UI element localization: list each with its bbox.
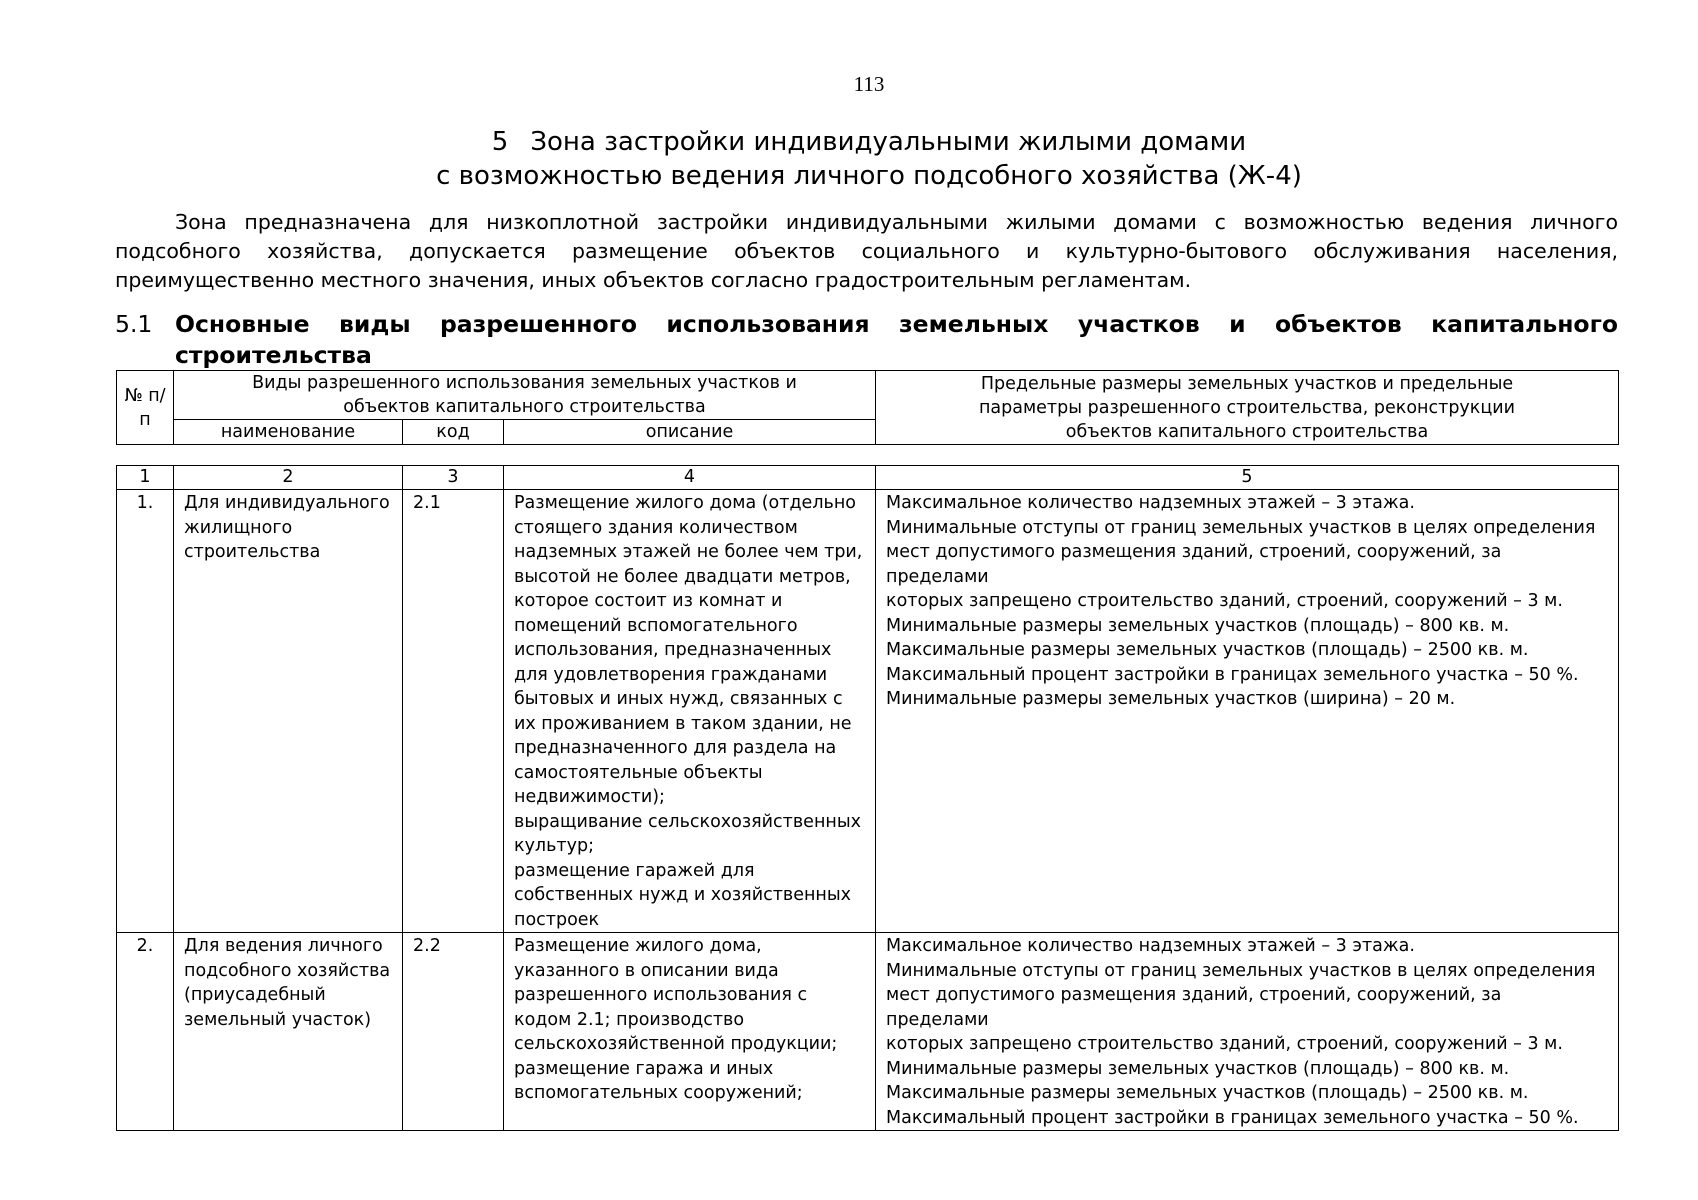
cell-line: строительства bbox=[184, 542, 321, 562]
header-group: Виды разрешенного использования земельных участков и объектов капитального строительства bbox=[174, 371, 876, 420]
cell-line: жилищного bbox=[184, 517, 293, 538]
cell-line: Максимальное количество надземных этажей – 3 этажа. bbox=[886, 936, 1415, 956]
header-num: № п/п bbox=[117, 371, 174, 445]
cell-line: Максимальные размеры земельных участков (площадь) – 2500 кв. м. bbox=[886, 1083, 1529, 1103]
section-title bbox=[0, 125, 1698, 193]
intro-paragraph bbox=[115, 208, 1618, 295]
cell-line: которых запрещено строительство зданий, строений, сооружений – 3 м. bbox=[886, 1034, 1563, 1054]
cell-line: их проживанием в таком здании, не bbox=[514, 713, 852, 734]
cell-line: Максимальный процент застройки в границах земельного участка – 50 %. bbox=[886, 664, 1579, 685]
use-code: 2.1 bbox=[403, 490, 504, 933]
cell-line: Минимальные размеры земельных участков (ширина) – 20 м. bbox=[886, 689, 1456, 709]
cell-line: (приусадебный bbox=[184, 985, 326, 1005]
column-number: 4 bbox=[504, 466, 876, 490]
cell-line: Для индивидуального bbox=[184, 493, 390, 513]
intro-text: Зона предназначена для низкоплотной застройки индивидуальными жилыми домами с возможностью ведения личного подсобного хозяйства, допускается размещение объектов социального и культурно-бытового обслуживания населения, преимущественно местного значения, иных объектов согласно градостроительным регламентам. bbox=[115, 210, 1618, 292]
subsection-title: Основные виды разрешенного использования земельных участков и объектов капитального строительства bbox=[175, 310, 1618, 369]
cell-line: Максимальный процент застройки в границах земельного участка – 50 %. bbox=[886, 1107, 1579, 1128]
cell-line: размещение гаражей для bbox=[514, 860, 755, 881]
cell-line: Размещение жилого дома (отдельно bbox=[514, 493, 856, 513]
cell-line: высотой не более двадцати метров, bbox=[514, 566, 851, 587]
cell-line: Максимальное количество надземных этажей – 3 этажа. bbox=[886, 493, 1415, 513]
cell-line: культур; bbox=[514, 836, 594, 856]
cell-line: которое состоит из комнат и bbox=[514, 591, 783, 611]
header-code: код bbox=[403, 420, 504, 445]
cell-line: собственных нужд и хозяйственных bbox=[514, 885, 852, 905]
cell-line: Размещение жилого дома, bbox=[514, 936, 762, 956]
use-limits bbox=[876, 933, 1619, 1131]
cell-line: надземных этажей не более чем три, bbox=[514, 542, 863, 562]
section-title-line-2: с возможностью ведения личного подсобного хозяйства (Ж-4) bbox=[436, 161, 1302, 191]
column-number: 2 bbox=[174, 466, 403, 490]
page-number: 113 bbox=[853, 72, 885, 96]
subsection-heading bbox=[115, 309, 1618, 371]
column-number: 3 bbox=[403, 466, 504, 490]
column-number: 1 bbox=[117, 466, 174, 490]
table-row bbox=[117, 490, 1619, 933]
use-name bbox=[174, 933, 403, 1131]
use-code: 2.2 bbox=[403, 933, 504, 1131]
cell-line: Минимальные отступы от границ земельных участков в целях определения bbox=[886, 960, 1596, 981]
column-number: 5 bbox=[876, 466, 1619, 490]
cell-line: самостоятельные объекты bbox=[514, 762, 763, 783]
column-number-row bbox=[117, 466, 1619, 490]
cell-line: помещений вспомогательного bbox=[514, 615, 798, 636]
row-number: 1. bbox=[117, 490, 174, 933]
cell-line: вспомогательных сооружений; bbox=[514, 1083, 803, 1103]
section-number: 5 bbox=[491, 127, 509, 157]
cell-line: подсобного хозяйства bbox=[184, 960, 391, 981]
cell-line: бытовых и иных нужд, связанных с bbox=[514, 689, 843, 709]
cell-line: мест допустимого размещения зданий, строений, сооружений, за пределами bbox=[886, 985, 1502, 1030]
use-description bbox=[504, 933, 876, 1131]
header-description: описание bbox=[504, 420, 876, 445]
cell-line: для удовлетворения гражданами bbox=[514, 664, 828, 685]
cell-line: указанного в описании вида bbox=[514, 960, 779, 981]
cell-line: сельскохозяйственной продукции; bbox=[514, 1034, 838, 1054]
cell-line: размещение гаража и иных bbox=[514, 1058, 774, 1079]
cell-line: предназначенного для раздела на bbox=[514, 738, 837, 758]
use-limits bbox=[876, 490, 1619, 933]
cell-line: кодом 2.1; производство bbox=[514, 1009, 745, 1030]
cell-line: земельный участок) bbox=[184, 1009, 372, 1030]
cell-line: недвижимости); bbox=[514, 787, 665, 807]
cell-line: которых запрещено строительство зданий, строений, сооружений – 3 м. bbox=[886, 591, 1563, 611]
subsection-number: 5.1 bbox=[115, 310, 153, 338]
section-title-line-1 bbox=[0, 125, 1698, 159]
cell-line: Максимальные размеры земельных участков (площадь) – 2500 кв. м. bbox=[886, 640, 1529, 660]
use-description bbox=[504, 490, 876, 933]
cell-line: разрешенного использования с bbox=[514, 985, 808, 1005]
cell-line: Минимальные отступы от границ земельных участков в целях определения bbox=[886, 517, 1596, 538]
cell-line: выращивание сельскохозяйственных bbox=[514, 811, 862, 832]
cell-line: использования, предназначенных bbox=[514, 640, 832, 660]
header-name: наименование bbox=[174, 420, 403, 445]
cell-line: Для ведения личного bbox=[184, 936, 383, 956]
section-title-text-1: Зона застройки индивидуальными жилыми домами bbox=[530, 127, 1247, 157]
table-header bbox=[116, 370, 1619, 445]
data-table bbox=[116, 465, 1619, 1131]
cell-line: мест допустимого размещения зданий, строений, сооружений, за пределами bbox=[886, 542, 1502, 587]
cell-line: построек bbox=[514, 909, 600, 930]
cell-line: Минимальные размеры земельных участков (площадь) – 800 кв. м. bbox=[886, 1058, 1510, 1079]
use-name bbox=[174, 490, 403, 933]
table-row bbox=[117, 933, 1619, 1131]
row-number: 2. bbox=[117, 933, 174, 1131]
cell-line: Минимальные размеры земельных участков (площадь) – 800 кв. м. bbox=[886, 615, 1510, 636]
cell-line: стоящего здания количеством bbox=[514, 517, 798, 538]
header-limits: Предельные размеры земельных участков и предельные параметры разрешенного строительства, реконструкции объектов капитального строительства bbox=[876, 371, 1619, 445]
